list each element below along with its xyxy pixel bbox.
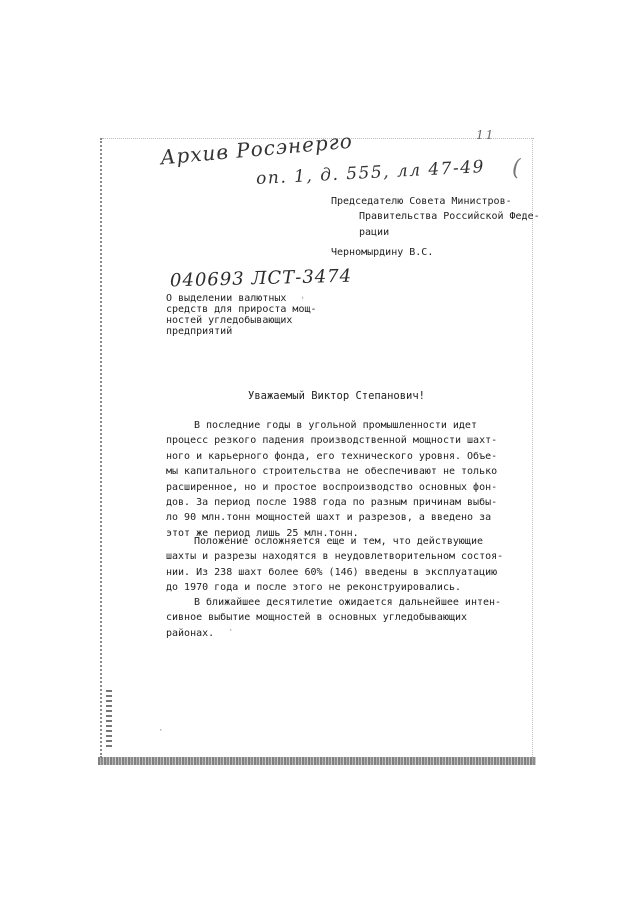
scan-speck: ' bbox=[300, 296, 306, 306]
paragraph-line: нии. Из 238 шахт более 60% (146) введены в эксплуатацию bbox=[166, 566, 498, 578]
paragraph-line: шахты и разрезы находятся в неудовлетворительном состоя- bbox=[166, 551, 504, 563]
handwritten-page-number: 11 bbox=[476, 128, 496, 142]
paragraph-line: процесс резкого падения производственной мощности шахт- bbox=[166, 435, 498, 447]
paper-bottom-edge bbox=[98, 757, 536, 765]
addressee-line: Председателю Совета Министров- bbox=[331, 196, 512, 207]
paragraph-line: ного и карьерного фонда, его технического уровня. Объе- bbox=[166, 450, 498, 462]
addressee-line: Правительства Российской Феде- bbox=[359, 211, 540, 223]
subject-line: О выделении валютных bbox=[166, 293, 287, 304]
body-paragraph-1 bbox=[166, 418, 497, 541]
handwritten-archive-label: Архив Росэнерго bbox=[159, 128, 354, 170]
addressee-line: рации bbox=[359, 226, 390, 238]
binding-marks bbox=[106, 690, 112, 750]
corner-pen-mark: ( bbox=[512, 156, 521, 181]
subject-block bbox=[166, 293, 317, 337]
paper-left-edge bbox=[100, 138, 102, 758]
handwritten-archive-reference: оп. 1, д. 555, лл 47-49 bbox=[255, 157, 486, 189]
paragraph-line: В ближайшее десятилетие ожидается дальнейшее интен- bbox=[194, 597, 502, 608]
paragraph-line: В последние годы в угольной промышленности идет bbox=[194, 420, 477, 431]
paragraph-line: ло 90 млн.тонн мощностей шахт и разрезов, а введено за bbox=[166, 512, 492, 524]
handwritten-registration-number: 040693 ЛСТ-3474 bbox=[169, 265, 353, 292]
paragraph-line: сивное выбытие мощностей в основных угледобывающих bbox=[166, 612, 468, 624]
scan-speck: · bbox=[228, 626, 234, 636]
addressee-name: Черномырдину В.С. bbox=[331, 247, 434, 258]
paragraph-line: расширенное, но и простое воспроизводство основных фон- bbox=[166, 481, 498, 493]
paragraph-line: дов. За период после 1988 года по разным причинам выбы- bbox=[166, 497, 498, 509]
subject-line: ностей угледобывающих bbox=[166, 315, 293, 326]
salutation: Уважаемый Виктор Степанович! bbox=[248, 390, 426, 402]
addressee-block bbox=[331, 194, 540, 240]
paragraph-line: Положение осложняется еще и тем, что действующие bbox=[194, 536, 483, 547]
paragraph-line: мы капитального строительства не обеспечивают не только bbox=[166, 466, 498, 478]
subject-line: предприятий bbox=[166, 326, 233, 337]
body-paragraph-3 bbox=[166, 595, 501, 641]
body-paragraph-2 bbox=[166, 534, 503, 596]
scan-speck: · bbox=[158, 726, 164, 736]
paragraph-line: этот же период лишь 25 млн.тонн. bbox=[166, 527, 359, 539]
subject-line: средств для прироста мощ- bbox=[166, 304, 317, 315]
paragraph-line: до 1970 года и после этого не реконструировались. bbox=[166, 582, 462, 594]
paragraph-line: районах. bbox=[166, 627, 215, 639]
